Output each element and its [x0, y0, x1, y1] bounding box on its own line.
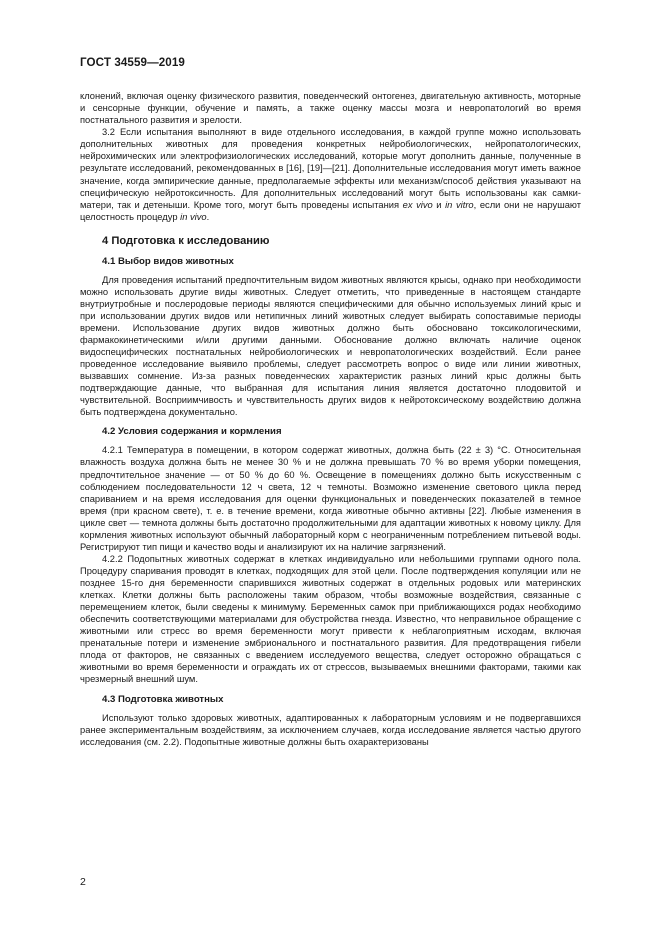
term-in-vitro: in vitro	[445, 199, 474, 210]
paragraph-3-2-text-a: 3.2 Если испытания выполняют в виде отдельного исследования, в каждой группе можно использовать дополнительных животных для проведения конкретных нейробиологических, нейропатологических, нейрохимических или электрофизиологических исследований, которые могут дополнить данные, полученные в результате исследований, рекомендованных в [16], [19]—[21]. Дополнительные исследования могут иметь важное значение, когда эмпирические данные, предполагаемые эффекты или механизм/способ действия указывают на специфическую нейротоксичность. Для дополнительных исследований могут быть использованы как самки-матери, так и детеныши. Кроме того, могут быть проведены испытания	[80, 127, 581, 210]
paragraph-4-3: Используют только здоровых животных, адаптированных к лабораторным условиям и не подвергавшихся ранее экспериментальным воздействиям, за исключением случаев, когда исследование является частью другого исследования (см. 2.2). Подопытные животные должны быть охарактеризованы	[80, 712, 581, 747]
subsection-heading-4-1: 4.1 Выбор видов животных	[102, 255, 234, 267]
paragraph-3-2	[80, 126, 581, 222]
document-id-header: ГОСТ 34559—2019	[80, 56, 185, 69]
subsection-heading-4-2: 4.2 Условия содержания и кормления	[102, 426, 282, 438]
section-heading-4: 4 Подготовка к исследованию	[102, 234, 270, 247]
paragraph-3-2-text-b: , если они не нарушают целостность процедур	[80, 199, 581, 222]
term-ex-vivo: ex vivo	[402, 199, 433, 210]
paragraph-4-2-1: 4.2.1 Температура в помещении, в котором содержат животных, должна быть (22 ± 3) °С. Относительная влажность воздуха должна быть не менее 30 % и не должна превышать 70 % во время уборки помещения, предпочтительное значение — от 50 % до 60 %. Освещение в помещениях должно быть искусственным с соблюдением последовательности 12 ч света, 12 ч темноты. Возможно изменение светового цикла перед спариванием и на время исследования для оценки функциональных и поведенческих показателей в темное время (при красном свете), т. е. в течение времени, когда животные обычно активны [22]. Любые изменения в цикле свет — темнота должны быть достаточно продолжительными для адаптации животных к новому циклу. Для кормления животных используют обычный лабораторный корм с неограниченным потреблением питьевой воды. Регистрируют тип пищи и качество воды и анализируют их на наличие загрязнений.	[80, 445, 581, 552]
paragraph-3-2-and: и	[432, 199, 446, 210]
paragraph-4-2-2: 4.2.2 Подопытных животных содержат в клетках индивидуально или небольшими группами одного пола. Процедуру спаривания проводят в клетках, подходящих для этой цели. После подтверждения копуляции или не позднее 15-го дня беременности спарившихся животных содержат в отдельных родовых или материнских клетках. Клетки должны быть расположены таким образом, чтобы возможные воздействия, связанные с перемещением клеток, были сведены к минимуму. Беременных самок при приближающихся родах необходимо обеспечить соответствующими материалами для обустройства гнезда. Известно, что неправильное обращение с животными или стресс во время беременности могут привести к неблагоприятным исходам, включая пренатальные потери и изменение эмбрионального и постнатального развития. Для предотвращения гибели плода от факторов, не связанных с введением исследуемого вещества, следует осторожно обращаться с животными во время беременности и ограждать их от стрессов, вызываемых внешними факторами, такими как чрезмерный внешний шум.	[80, 554, 581, 685]
paragraph-3-2-end: .	[206, 211, 210, 222]
term-in-vivo: in vivo	[180, 211, 207, 222]
document-body	[80, 90, 581, 748]
page-number: 2	[80, 876, 86, 888]
paragraph-4-1: Для проведения испытаний предпочтительным видом животных являются крысы, однако при необходимости можно использовать другие виды животных. Следует отметить, что приведенные в настоящем стандарте внутриутробные и послеродовые периоды являются специфическими для обычно используемых линий крыс и при использовании других видов или нетипичных линий животных следует выбирать сопоставимые периоды времени. Использование других видов животных должно быть обосновано токсикологическими, фармакокинетическими и/или другими данными. Обоснование должно включать наличие оценок видоспецифических постнатальных нейробиологических и невропатологических воздействий. Если ранее проведенное исследование выявило проблемы, следует рассмотреть вопрос о виде или линии животных, вызвавших сомнение. Из-за разных поведенческих характеристик разных линий крыс должны быть подтверждающие данные, что выбранная для испытания линия является достаточно плодовитой и чувствительной. Восприимчивость и чувствительность других видов к нейротоксическому воздействию должна быть подтверждена документально.	[80, 274, 581, 418]
paragraph-intro-continuation: клонений, включая оценку физического развития, поведенческий онтогенез, двигательную активность, моторные и сенсорные функции, обучение и память, а также оценку массы мозга и невропатологий во время постнатального развития и зрелости.	[80, 91, 581, 126]
subsection-heading-4-3: 4.3 Подготовка животных	[102, 693, 224, 705]
